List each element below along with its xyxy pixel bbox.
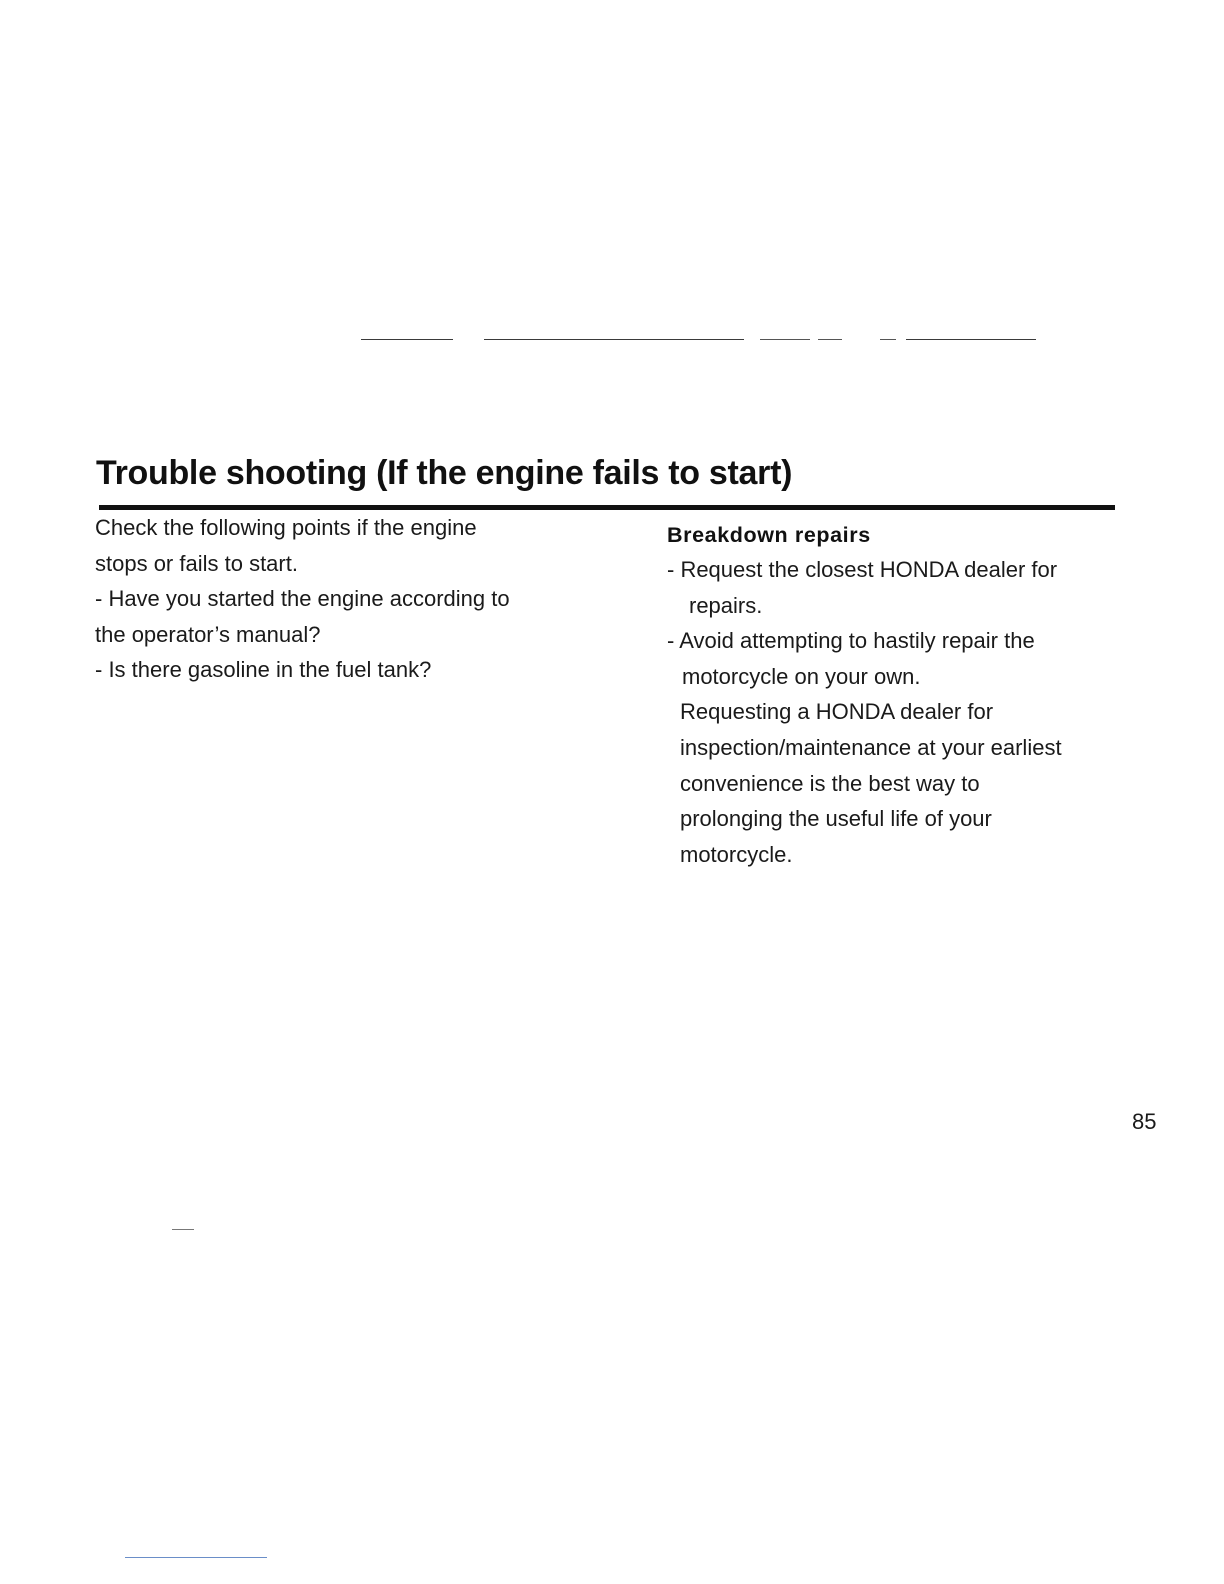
scan-artifact-dash	[760, 339, 810, 340]
checklist-line: - Is there gasoline in the fuel tank?	[95, 657, 432, 683]
repairs-line: motorcycle on your own.	[682, 663, 921, 689]
repairs-line: repairs.	[689, 592, 763, 618]
page-title: Trouble shooting (If the engine fails to start)	[96, 454, 793, 492]
checklist-line: the operator’s manual?	[95, 621, 321, 647]
repairs-line: - Avoid attempting to hastily repair the	[667, 628, 1035, 654]
scan-artifact-line	[484, 339, 744, 340]
footer-rule	[125, 1557, 267, 1558]
repairs-line: convenience is the best way to	[680, 770, 980, 796]
repairs-line: inspection/maintenance at your earliest	[680, 734, 1062, 760]
section-heading: Breakdown repairs	[667, 523, 871, 547]
scan-artifact-dash	[172, 1229, 194, 1230]
scan-artifact-line	[906, 339, 1036, 340]
repairs-line: Requesting a HONDA dealer for	[680, 699, 994, 725]
checklist-section	[95, 510, 615, 688]
checklist-line: - Have you started the engine according to	[95, 586, 510, 612]
checklist-line: Check the following points if the engine	[95, 515, 477, 540]
scan-artifact-dash	[880, 339, 896, 340]
repairs-line: motorcycle.	[680, 841, 793, 867]
scan-artifact-dash	[818, 339, 842, 340]
scan-artifact-line	[361, 339, 453, 340]
checklist-line: stops or fails to start.	[95, 550, 298, 576]
page-number: 85	[1132, 1109, 1157, 1134]
breakdown-repairs-section	[667, 518, 1147, 872]
repairs-line: - Request the closest HONDA dealer for	[667, 557, 1058, 582]
repairs-line: prolonging the useful life of your	[680, 806, 992, 832]
